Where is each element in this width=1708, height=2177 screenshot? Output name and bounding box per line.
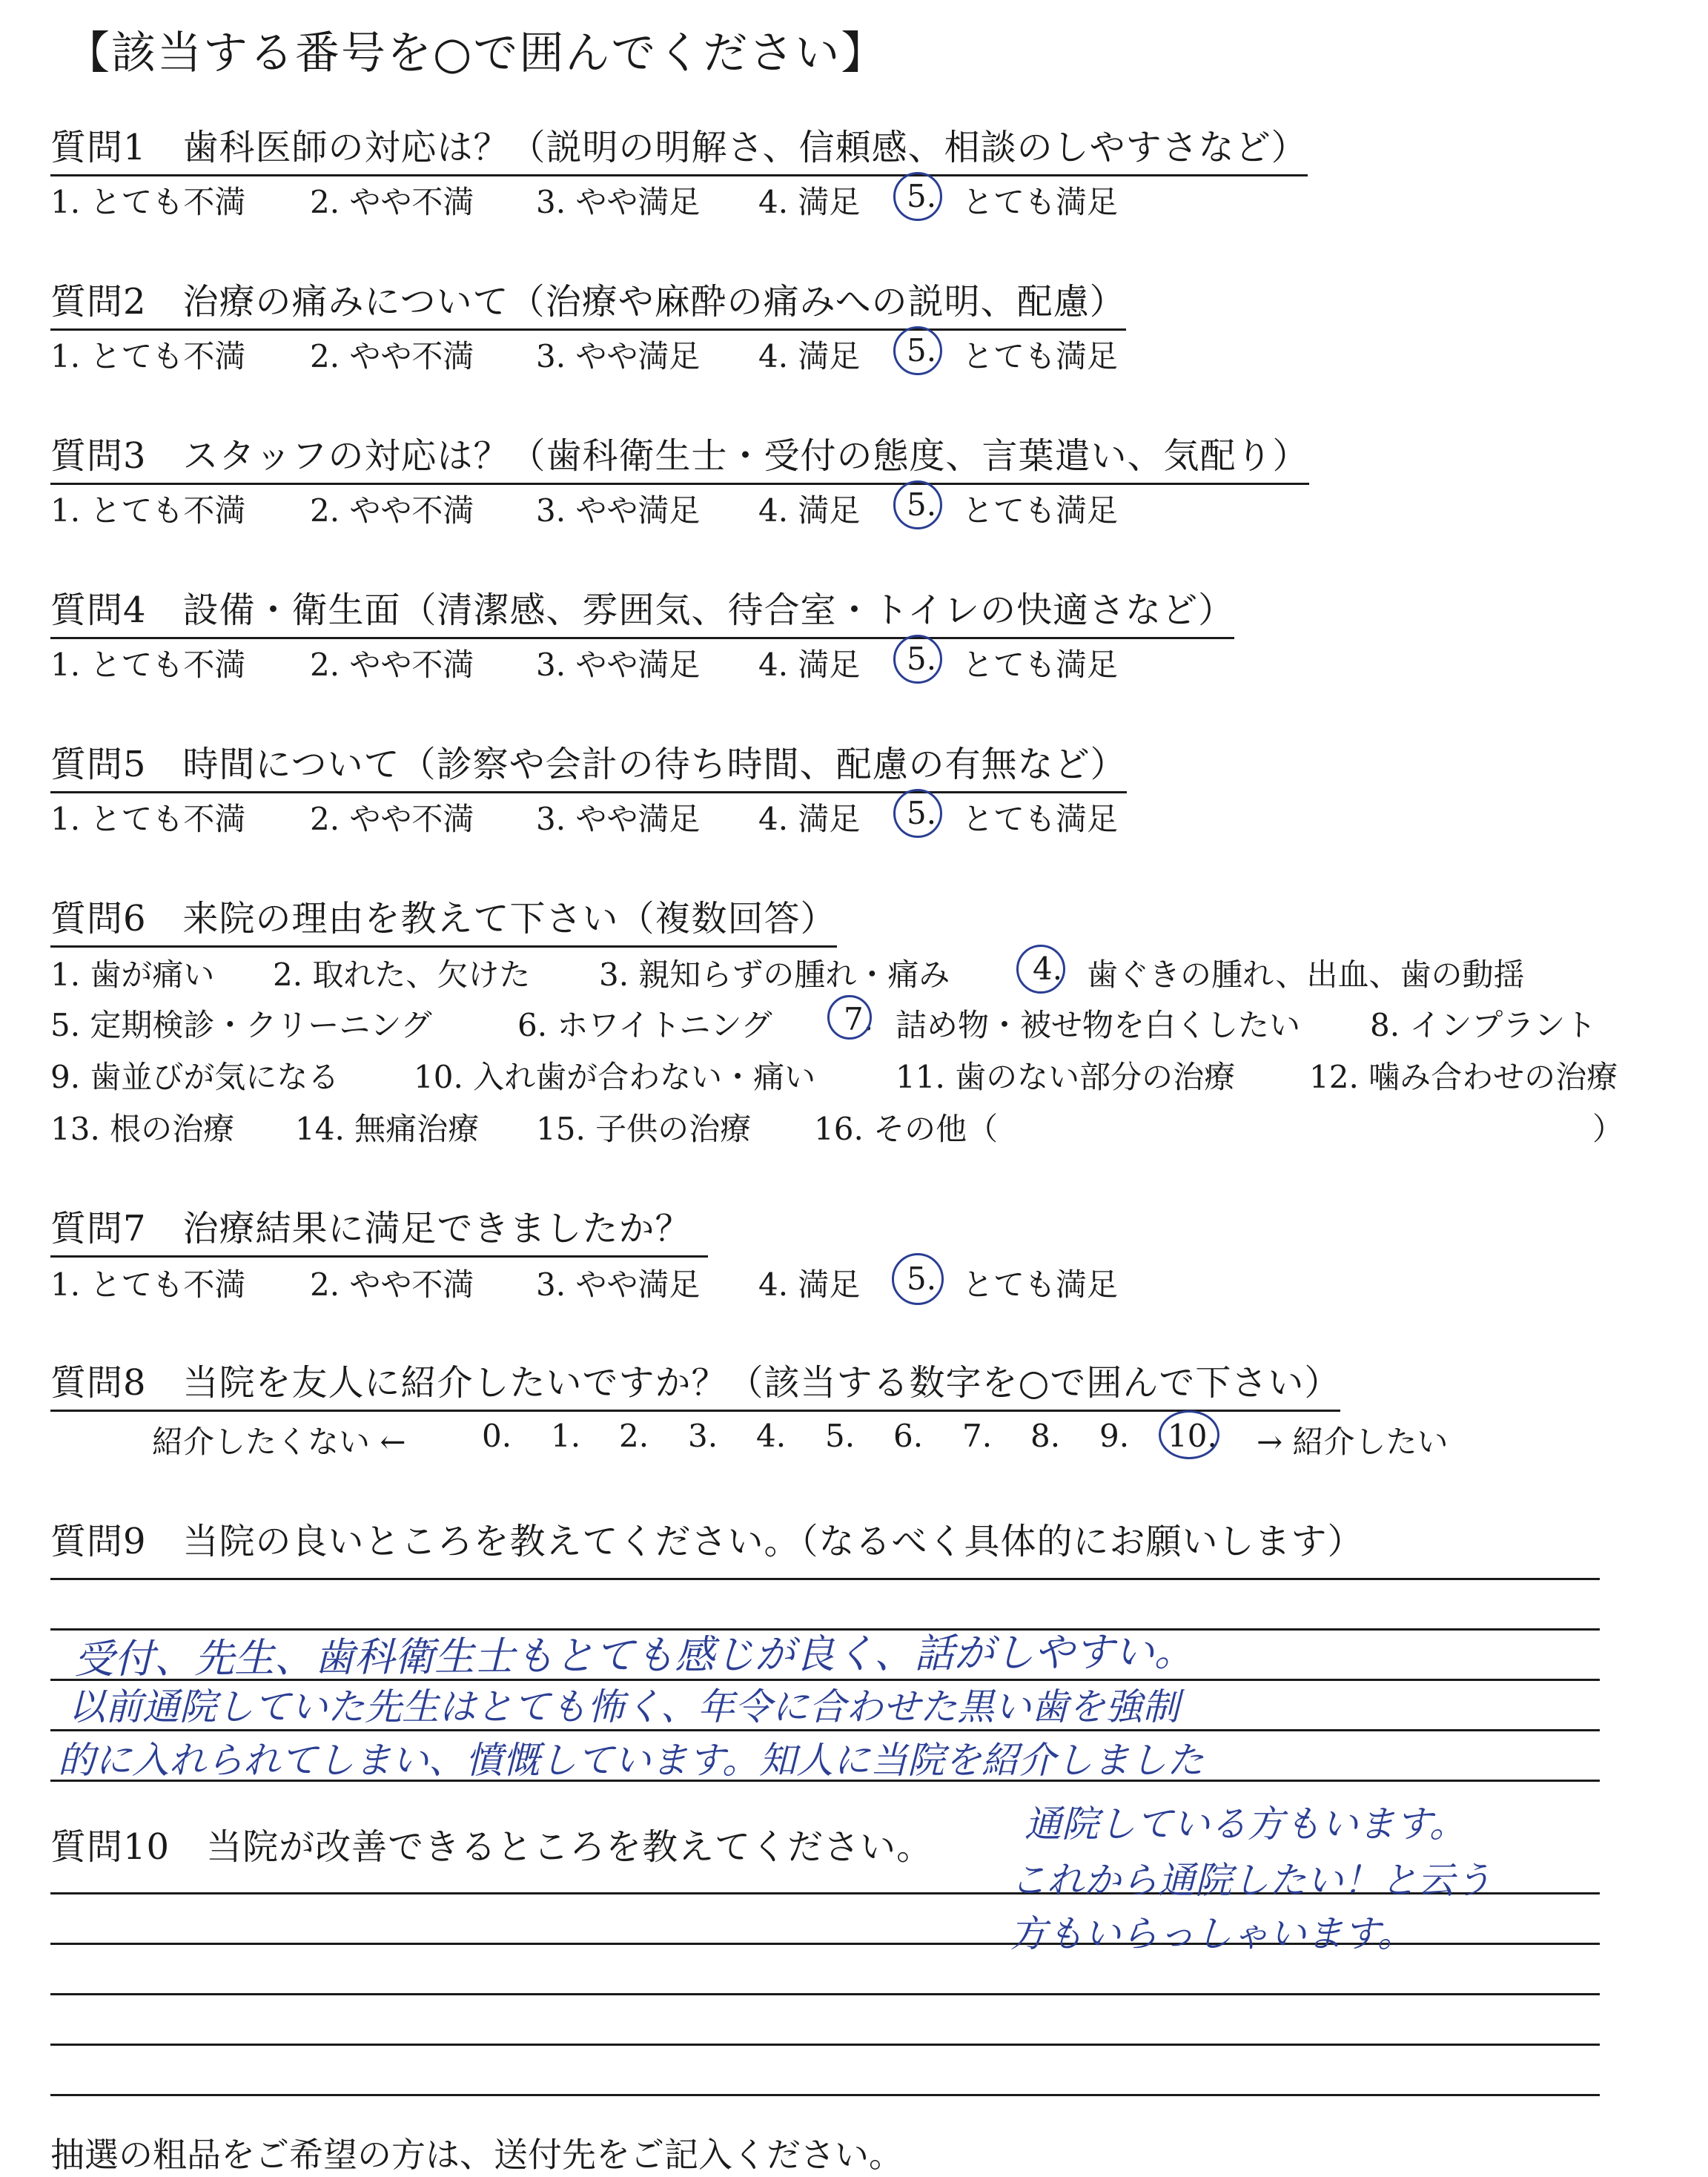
handwritten-line-5: これから通院したい！と云う bbox=[1010, 1859, 1492, 1902]
option-13[interactable]: 13. 根の治療 bbox=[50, 1111, 235, 1147]
answer-circle bbox=[893, 326, 942, 375]
option-16[interactable]: 16. その他（ bbox=[814, 1111, 999, 1147]
option-1[interactable]: 1. 歯が痛い bbox=[50, 957, 215, 993]
answer-circle bbox=[893, 480, 942, 529]
option-5[interactable]: 5. bbox=[907, 486, 937, 523]
bottom-note: 抽選の粗品をご希望の方は、送付先をご記入ください。 bbox=[50, 2135, 903, 2175]
answer-line bbox=[50, 2044, 1600, 2046]
option-5-label: とても満足 bbox=[962, 184, 1119, 220]
option-3[interactable]: 3. やや満足 bbox=[536, 492, 701, 529]
answer-circle bbox=[1016, 945, 1065, 994]
answer-circle bbox=[893, 172, 942, 221]
option-6[interactable]: 6. ホワイトニング bbox=[517, 1007, 772, 1043]
option-2[interactable]: 2. やや不満 bbox=[310, 647, 474, 683]
question-2-title: 質問2 治療の痛みについて（治療や麻酔の痛みへの説明、配慮） bbox=[50, 273, 1126, 331]
option-5[interactable]: 5. bbox=[907, 178, 937, 214]
option-3[interactable]: 3. 親知らずの腫れ・痛み bbox=[599, 957, 950, 993]
option-7-label: 詰め物・被せ物を白くしたい bbox=[896, 1007, 1301, 1043]
option-1[interactable]: 1. とても不満 bbox=[50, 492, 246, 529]
option-1[interactable]: 1. とても不満 bbox=[50, 801, 246, 837]
option-3[interactable]: 3. やや満足 bbox=[536, 1266, 701, 1303]
option-7[interactable]: 7. bbox=[844, 1001, 874, 1037]
option-2[interactable]: 2. やや不満 bbox=[310, 184, 474, 220]
option-4[interactable]: 4. bbox=[1033, 951, 1063, 987]
scale-2[interactable]: 2. bbox=[619, 1418, 649, 1454]
option-4-label: 歯ぐきの腫れ、出血、歯の動揺 bbox=[1087, 957, 1525, 993]
option-15[interactable]: 15. 子供の治療 bbox=[536, 1111, 752, 1147]
handwritten-line-6: 方もいらっしゃいます。 bbox=[1010, 1912, 1414, 1955]
scale-left-label: 紹介したくない ← bbox=[152, 1424, 406, 1460]
scale-right-label: → 紹介したい bbox=[1257, 1424, 1449, 1460]
scale-0[interactable]: 0. bbox=[482, 1418, 512, 1454]
scale-3[interactable]: 3. bbox=[688, 1418, 718, 1454]
option-2[interactable]: 2. やや不満 bbox=[310, 492, 474, 529]
option-5[interactable]: 5. bbox=[907, 332, 937, 369]
answer-circle bbox=[1159, 1410, 1219, 1459]
option-4[interactable]: 4. 満足 bbox=[758, 338, 861, 374]
option-1[interactable]: 1. とても不満 bbox=[50, 647, 246, 683]
option-1[interactable]: 1. とても不満 bbox=[50, 184, 246, 220]
option-5-label: とても満足 bbox=[962, 801, 1119, 837]
question-4-title: 質問4 設備・衛生面（清潔感、雰囲気、待合室・トイレの快適さなど） bbox=[50, 581, 1234, 639]
handwritten-line-3: 的に入れられてしまい、憤慨しています。知人に当院を紹介しました bbox=[58, 1739, 1204, 1782]
answer-line bbox=[50, 1578, 1600, 1580]
scale-4[interactable]: 4. bbox=[756, 1418, 787, 1454]
option-4[interactable]: 4. 満足 bbox=[758, 647, 861, 683]
option-4[interactable]: 4. 満足 bbox=[758, 801, 861, 837]
option-5-label: とても満足 bbox=[962, 492, 1119, 529]
question-1-title: 質問1 歯科医師の対応は？（説明の明解さ、信頼感、相談のしやすさなど） bbox=[50, 119, 1308, 176]
option-3[interactable]: 3. やや満足 bbox=[536, 184, 701, 220]
other-close-paren: ） bbox=[1592, 1111, 1624, 1147]
option-3[interactable]: 3. やや満足 bbox=[536, 338, 701, 374]
option-9[interactable]: 9. 歯並びが気になる bbox=[50, 1059, 340, 1095]
question-8-title: 質問8 当院を友人に紹介したいですか？（該当する数字を○で囲んで下さい） bbox=[50, 1354, 1340, 1412]
option-12[interactable]: 12. 噛み合わせの治療 bbox=[1309, 1059, 1618, 1095]
question-5-title: 質問5 時間について（診察や会計の待ち時間、配慮の有無など） bbox=[50, 736, 1127, 793]
option-2[interactable]: 2. やや不満 bbox=[310, 801, 474, 837]
option-14[interactable]: 14. 無痛治療 bbox=[295, 1111, 480, 1147]
handwritten-line-1: 受付、先生、歯科衛生士もとても感じが良く、話がしやすい。 bbox=[73, 1628, 1195, 1683]
option-11[interactable]: 11. 歯のない部分の治療 bbox=[896, 1059, 1236, 1095]
answer-circle bbox=[827, 995, 872, 1040]
option-10[interactable]: 10. 入れ歯が合わない・痛い bbox=[414, 1059, 816, 1095]
answer-circle bbox=[893, 789, 942, 838]
scale-8[interactable]: 8. bbox=[1030, 1418, 1061, 1454]
answer-line bbox=[50, 1993, 1600, 1995]
scale-1[interactable]: 1. bbox=[551, 1418, 581, 1454]
handwritten-line-2: 以前通院していた先生はとても怖く、年令に合わせた黒い歯を強制 bbox=[68, 1685, 1179, 1728]
option-3[interactable]: 3. やや満足 bbox=[536, 647, 701, 683]
option-8[interactable]: 8. インプラント bbox=[1370, 1007, 1597, 1043]
option-2[interactable]: 2. やや不満 bbox=[310, 1266, 474, 1303]
scale-10[interactable]: 10. bbox=[1168, 1418, 1217, 1454]
option-5[interactable]: 5. bbox=[907, 641, 937, 677]
answer-line bbox=[50, 2094, 1600, 2096]
question-6-title: 質問6 来院の理由を教えて下さい（複数回答） bbox=[50, 890, 837, 948]
option-5[interactable]: 5. bbox=[907, 795, 937, 831]
option-2[interactable]: 2. 取れた、欠けた bbox=[273, 957, 531, 993]
option-3[interactable]: 3. やや満足 bbox=[536, 801, 701, 837]
option-5[interactable]: 5. bbox=[907, 1261, 937, 1297]
option-5-label: とても満足 bbox=[962, 647, 1119, 683]
question-10-title: 質問10 当院が改善できるところを教えてください。 bbox=[50, 1826, 933, 1868]
question-9-title: 質問9 当院の良いところを教えてください。（なるべく具体的にお願いします） bbox=[50, 1521, 1364, 1562]
question-3-title: 質問3 スタッフの対応は？（歯科衛生士・受付の態度、言葉遣い、気配り） bbox=[50, 427, 1309, 485]
scale-5[interactable]: 5. bbox=[825, 1418, 855, 1454]
scale-6[interactable]: 6. bbox=[893, 1418, 924, 1454]
handwritten-line-4: 通院している方もいます。 bbox=[1025, 1803, 1466, 1846]
option-4[interactable]: 4. 満足 bbox=[758, 184, 861, 220]
option-1[interactable]: 1. とても不満 bbox=[50, 338, 246, 374]
option-5-label: とても満足 bbox=[962, 338, 1119, 374]
option-5-label: とても満足 bbox=[962, 1266, 1119, 1303]
option-4[interactable]: 4. 満足 bbox=[758, 1266, 861, 1303]
option-5[interactable]: 5. 定期検診・クリーニング bbox=[50, 1007, 432, 1043]
option-2[interactable]: 2. やや不満 bbox=[310, 338, 474, 374]
question-7-title: 質問7 治療結果に満足できましたか？ bbox=[50, 1200, 708, 1258]
scale-9[interactable]: 9. bbox=[1099, 1418, 1130, 1454]
option-4[interactable]: 4. 満足 bbox=[758, 492, 861, 529]
answer-circle bbox=[893, 635, 942, 684]
scale-7[interactable]: 7. bbox=[962, 1418, 993, 1454]
option-1[interactable]: 1. とても不満 bbox=[50, 1266, 246, 1303]
answer-circle bbox=[892, 1253, 944, 1305]
instruction-heading: 【該当する番号を○で囲んでください】 bbox=[65, 27, 887, 79]
